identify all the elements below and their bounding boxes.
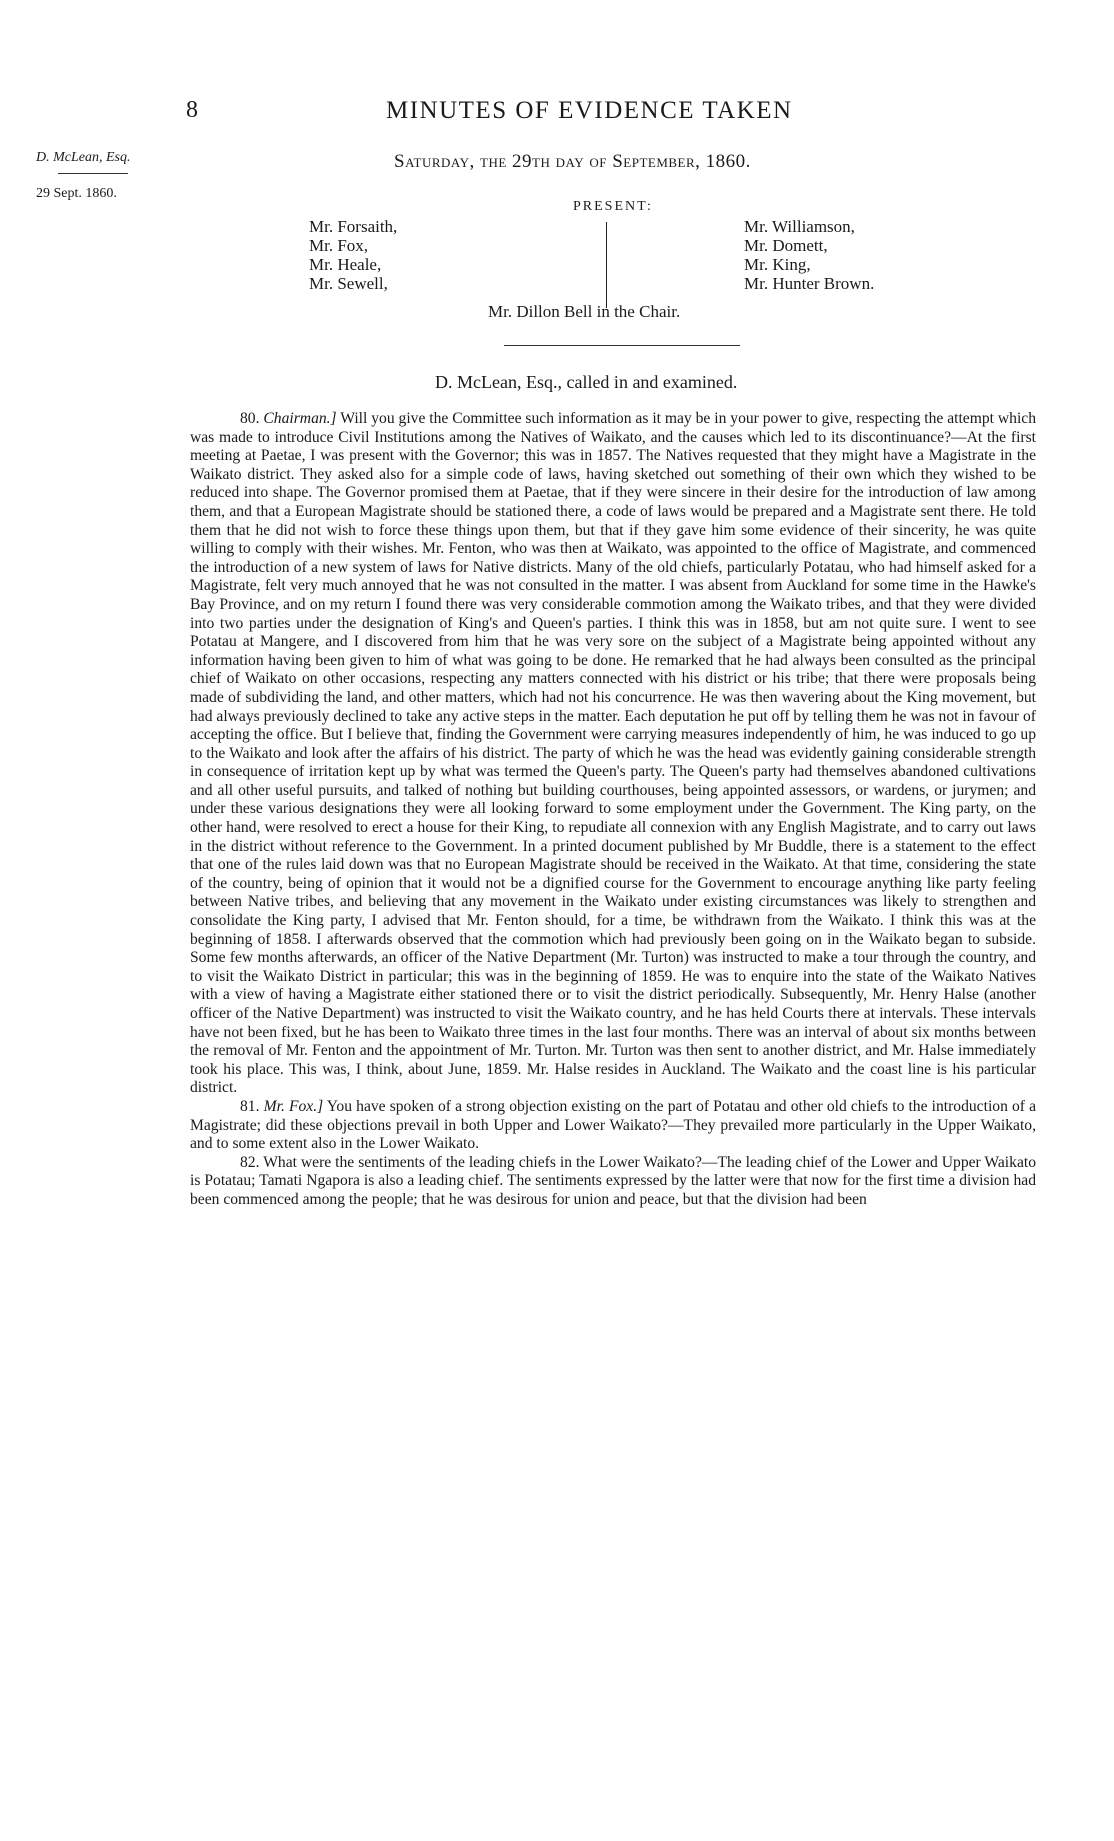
section-divider — [504, 345, 740, 346]
session-the: the — [480, 151, 507, 172]
document-title: MINUTES OF EVIDENCE TAKEN — [386, 97, 793, 124]
question-number: 80. — [240, 410, 260, 427]
member-name: Mr. Sewell, — [309, 274, 388, 293]
session-heading — [394, 151, 751, 173]
members-divider — [606, 222, 607, 308]
evidence-paragraph — [190, 1154, 1036, 1210]
session-day: Saturday, — [394, 151, 475, 172]
page-number: 8 — [186, 97, 198, 123]
margin-witness-note — [36, 150, 131, 174]
members-right-column — [744, 217, 874, 293]
paragraph-text: You have spoken of a strong objection existing on the part of Potatau and other old chiefs to the introduction of a Magistrate; did these objections prevail in both Upper and Lower Waikato?—They prevailed more particularly in the Upper Waikato, and to some extent also in the Lower Waikato. — [190, 1097, 1037, 1153]
margin-date-note: 29 Sept. 1860. — [36, 186, 117, 201]
member-name: Mr. Forsaith, — [309, 217, 398, 236]
present-label: PRESENT: — [573, 199, 653, 214]
evidence-paragraph — [190, 1098, 1036, 1154]
member-name: Mr. Hunter Brown. — [744, 274, 875, 293]
question-number: 81. — [240, 1097, 260, 1115]
speaker-name: Chairman.] — [263, 410, 337, 427]
member-name: Mr. Domett, — [744, 236, 828, 255]
speaker-name: Mr. Fox.] — [263, 1097, 324, 1115]
member-name: Mr. Heale, — [309, 255, 382, 274]
margin-divider — [58, 173, 128, 174]
evidence-paragraph — [190, 410, 1036, 1098]
paragraph-text: What were the sentiments of the leading chiefs in the Lower Waikato?—The leading chief of the Lower and Upper Waikato is Potatau; Tamati Ngapora is also a leading chief. The sentiments expressed by the latter were that now for the first time a division had been commenced among the people; that he was desirous for union and peace, but that the division had been — [190, 1153, 1036, 1208]
witness-called-line: D. McLean, Esq., called in and examined. — [435, 372, 738, 392]
member-name: Mr. Williamson, — [744, 217, 855, 236]
members-left-column — [309, 217, 397, 293]
question-number: 82. — [240, 1153, 260, 1171]
member-name: Mr. Fox, — [309, 236, 369, 255]
margin-witness-name: D. McLean, Esq. — [36, 150, 131, 165]
member-name: Mr. King, — [744, 255, 811, 274]
session-year: 1860. — [705, 151, 751, 172]
chair-line: Mr. Dillon Bell in the Chair. — [488, 302, 681, 321]
paragraph-text: Will you give the Committee such information as it may be in your power to give, respecting the attempt which was made to introduce Civil Institutions among the Natives of Waikato, and the causes which led to its discontinuance?—At the first meeting at Paetae, I was present with the Governor; this was in 1857. The Natives requested that they might have a Magistrate in the Waikato district. They asked also for a simple code of laws, having sketched out something of their own which they wished to be reduced into shape. The Governor promised them at Paetae, that if they were sincere in their desire for the introduction of law among them, and that a European Magistrate should be stationed there, a code of laws would be prepared and a Magistrate sent there. He told them that he did not wish to force these things upon them, but that if they gave him some evidence of their sincerity, he was quite willing to comply with their wishes. Mr. Fenton, who was then at Waikato, was appointed to the office of Magistrate, and commenced the introduction of a new system of laws for Native districts. Many of the old chiefs, particularly Potatau, who had himself asked for a Magistrate, felt very much annoyed that he was not consulted in the matter. I was absent from Auckland for some time in the Hawke's Bay Province, and on my return I found there was very considerable commotion among the Waikato tribes, and that they were divided into two parties under the designation of King's and Queen's parties. I think this was in 1858, but am not quite sure. I went to see Potatau at Mangere, and I discovered from him that he was very sore on the subject of a Magistrate being appointed without any information having been given to him of what was going to be done. He remarked that he had always been consulted as the principal chief of Waikato on other occasions, respecting any matters connected with his district or his tribe; that there were proposals being made of subdividing the land, and other matters, which had not his concurrence. He was then wavering about the King movement, but had always previously declined to take any active steps in the matter. Each deputation he put off by telling them he was not in favour of accepting the office. But I believe that, finding the Government were carrying measures independently of him, he was induced to go up to the Waikato and look after the affairs of his district. The party of which he was the head was evidently gaining considerable strength in consequence of irritation kept up by what was termed the Queen's party. The Queen's party had themselves abandoned cultivations and all other useful pursuits, and talked of nothing but building courthouses, being appointed assessors, or wardens, or jurymen; and under these various designations they were all looking forward to some employment under the Government. The King party, on the other hand, were resolved to erect a house for their King, to repudiate all connexion with any English Magistrate, and to carry out laws in the district without reference to the Government. In a printed document published by Mr Buddle, there is a statement to the effect that one of the rules laid down was that no European Magistrate should be received in the Waikato. At that time, considering the state of the country, being of opinion that it would not be a dignified course for the Government to encourage anything like party feeling between Native tribes, and believing that any movement in the Waikato under existing circumstances was likely to strengthen and consolidate the King party, I advised that Mr. Fenton should, for a time, be withdrawn from the Waikato. I think this was at the beginning of 1858. I afterwards observed that the commotion which had previously been going on in the Waikato began to subside. Some few months afterwards, an officer of the Native Department (Mr. Turton) was instructed to make a tour through the country, and to visit the Waikato District in particular; this was in the beginning of 1859. He was to enquire into the state of the Waikato Natives with a view of having a Magistrate either stationed there or to visit the district periodically. Subsequently, Mr. Henry Halse (another officer of the Native Department) was instructed to visit the Waikato country, and he has held Courts there at intervals. These intervals have not been fixed, but he has been to Waikato three times in the last four months. There was an interval of about six months between the removal of Mr. Fenton and the appointment of Mr. Turton. Mr. Turton was then sent to another district, and Mr. Halse immediately took his place. This was, I think, about June, 1859. Mr. Halse resides in Auckland. The Waikato and the coast line is his particular district. — [190, 410, 1036, 1097]
session-date: 29th day of September, — [512, 151, 701, 172]
evidence-body — [190, 410, 1036, 1210]
